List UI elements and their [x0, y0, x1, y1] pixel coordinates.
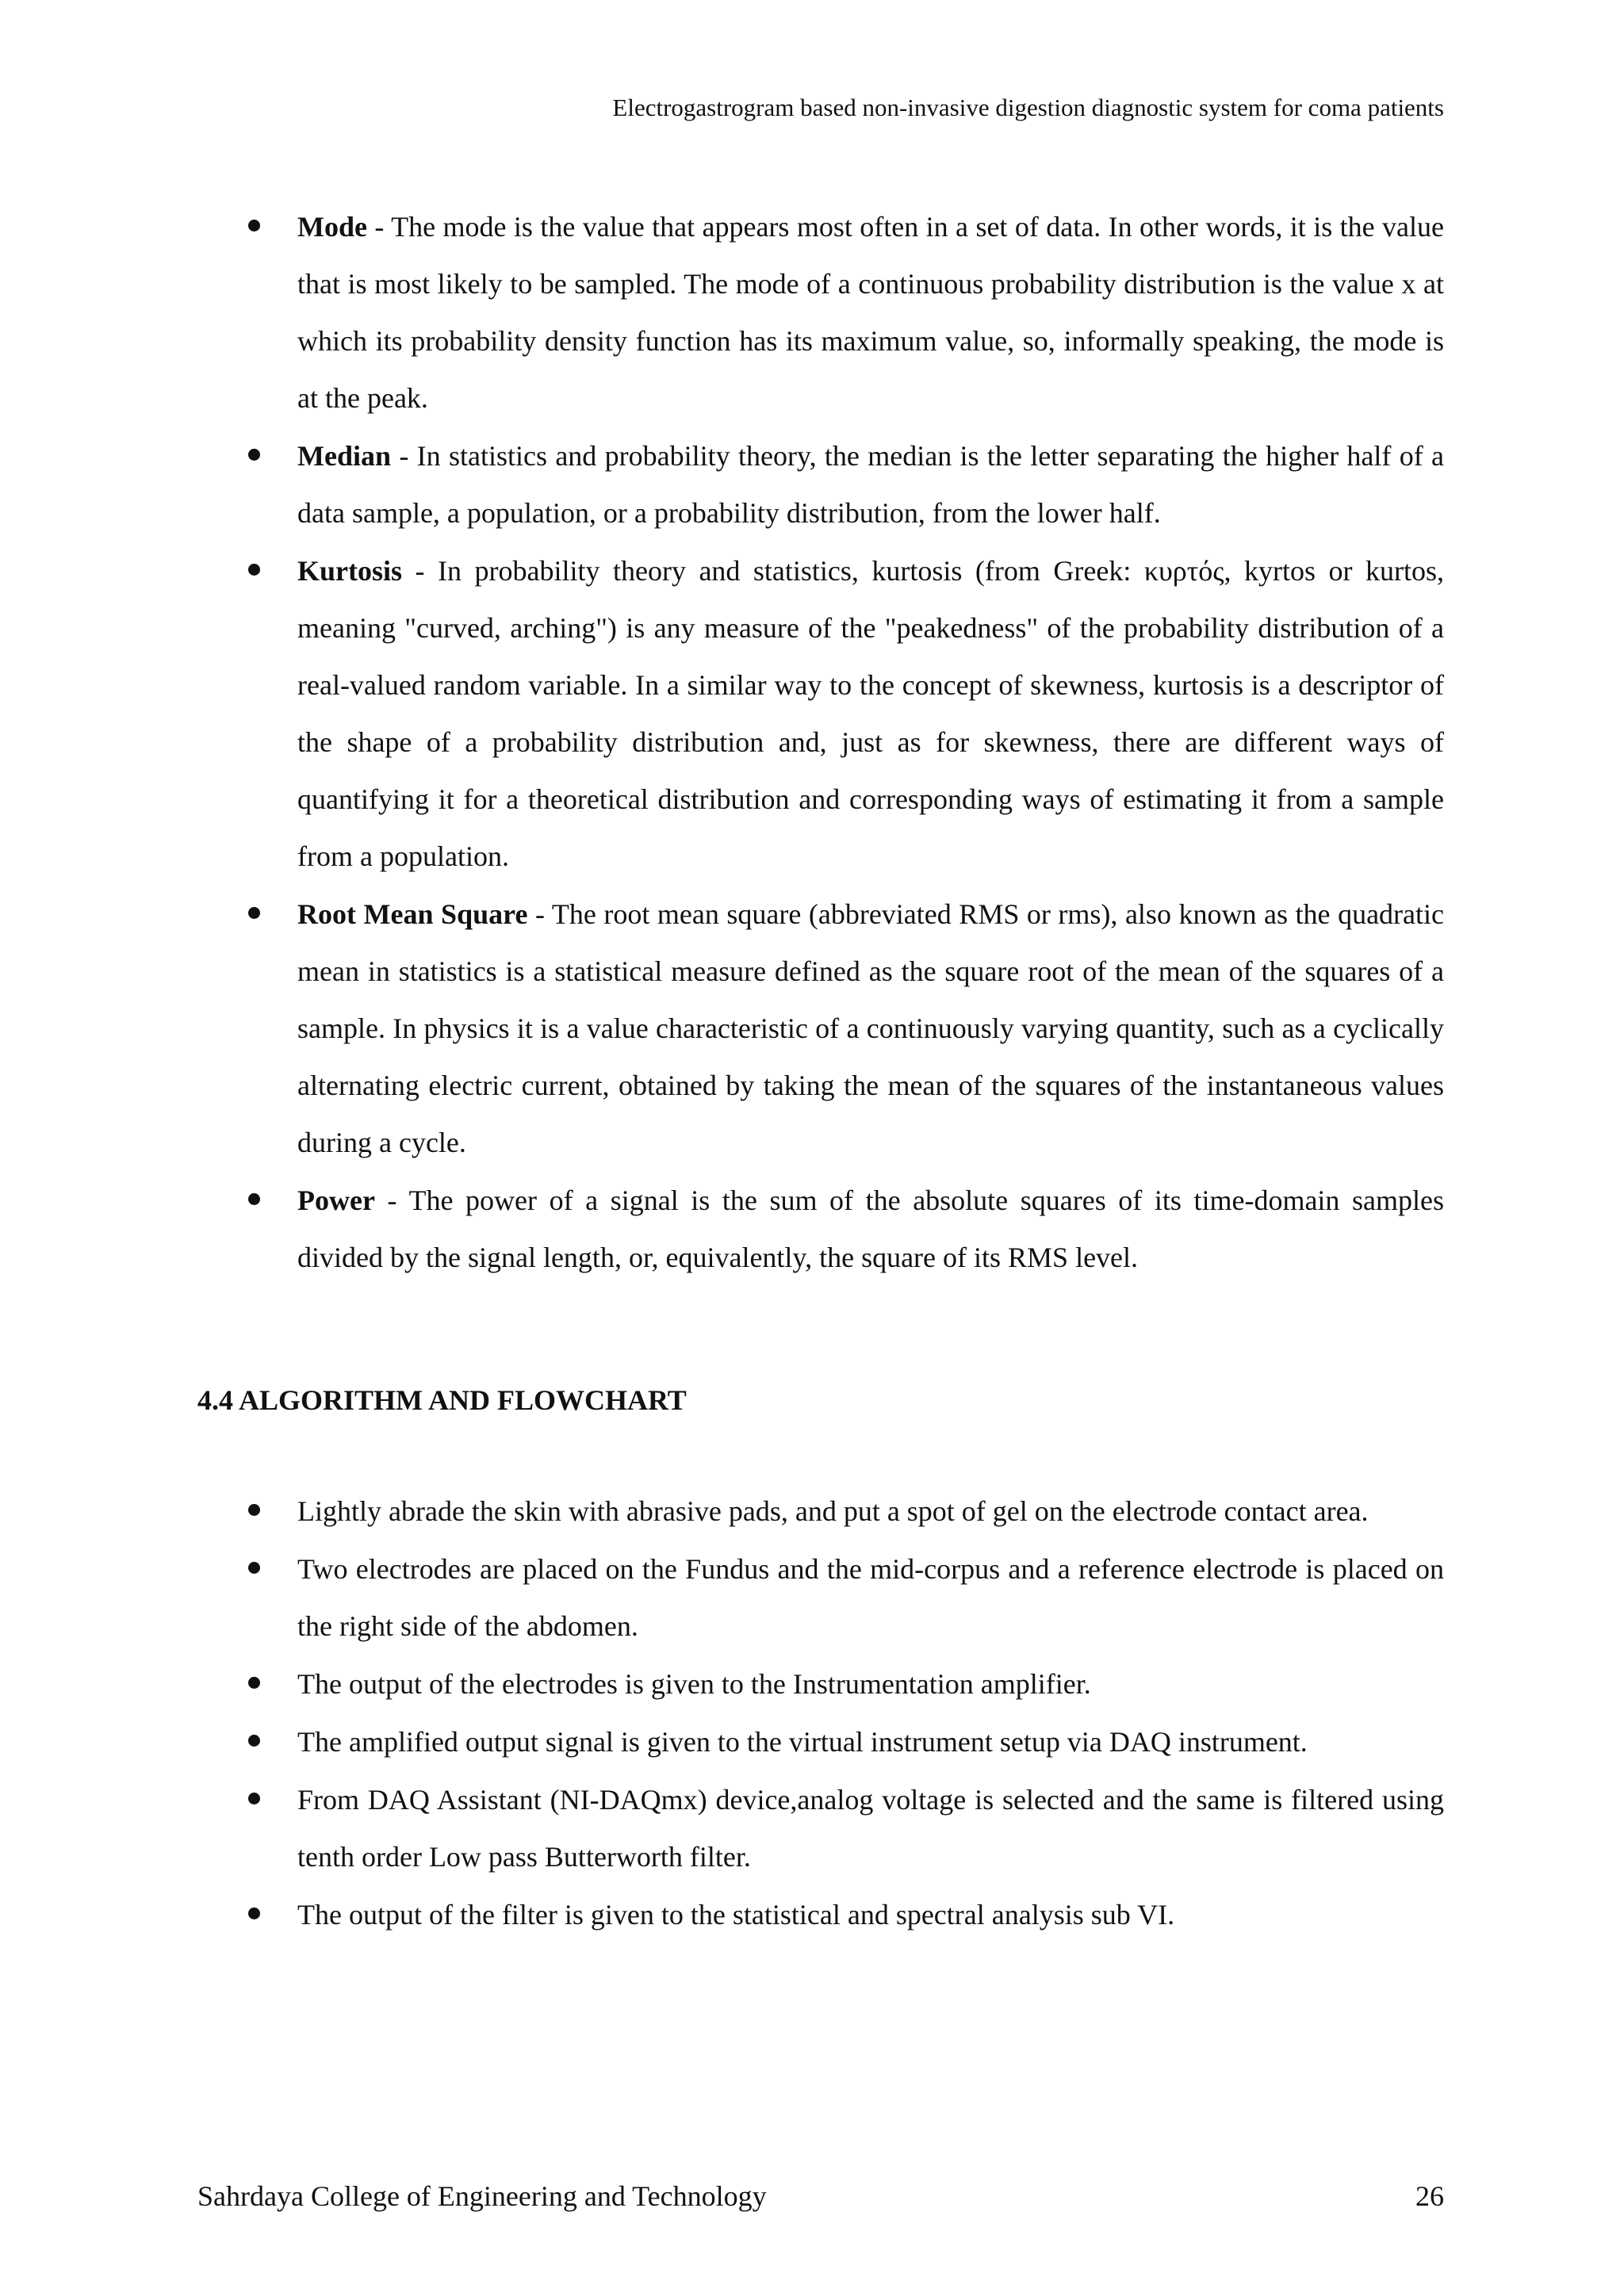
definition-term: Median: [297, 440, 392, 472]
bullet-icon: [248, 1562, 260, 1574]
step-text: The output of the electrodes is given to the Instrumentation amplifier.: [297, 1668, 1091, 1700]
bullet-icon: [248, 1908, 260, 1919]
running-footer: [197, 2179, 1444, 2214]
definition-text: - The mode is the value that appears most often in a set of data. In other words, it is the value that is most likely to be sampled. The mode of a continuous probability distribution is the value x at which its probability density function has its maximum value, so, informally speaking, the mode is at the peak.: [297, 211, 1444, 414]
algorithm-step: [0, 1886, 1624, 1943]
algorithm-step: [0, 1713, 1624, 1770]
definition-item-kurtosis: [0, 542, 1624, 885]
definition-term: Power: [297, 1184, 375, 1216]
step-text: Lightly abrade the skin with abrasive pads, and put a spot of gel on the electrode contact area.: [297, 1495, 1369, 1527]
definition-term: Kurtosis: [297, 555, 403, 587]
section-heading: 4.4 ALGORITHM AND FLOWCHART: [197, 1384, 687, 1416]
step-text: From DAQ Assistant (NI-DAQmx) device,analog voltage is selected and the same is filtered using tenth order Low pass Butterworth filter.: [297, 1784, 1444, 1873]
definition-text: - The power of a signal is the sum of the absolute squares of its time-domain samples divided by the signal length, or, equivalently, the square of its RMS level.: [297, 1184, 1444, 1273]
definition-term: Mode: [297, 211, 367, 243]
definition-item-root-mean-square: [0, 886, 1624, 1171]
step-text: The amplified output signal is given to the virtual instrument setup via DAQ instrument.: [297, 1726, 1308, 1758]
bullet-icon: [248, 1735, 260, 1747]
definition-text: - The root mean square (abbreviated RMS or rms), also known as the quadratic mean in statistics is a statistical measure defined as the square root of the mean of the squares of a sample. In physics it is a value characteristic of a continuously varying quantity, such as a cyclically alternating electric current, obtained by taking the mean of the squares of the instantaneous values during a cycle.: [297, 898, 1444, 1158]
running-header: Electrogastrogram based non-invasive digestion diagnostic system for coma patients: [612, 94, 1444, 121]
algorithm-step: [0, 1655, 1624, 1712]
step-text: The output of the filter is given to the statistical and spectral analysis sub VI.: [297, 1899, 1175, 1931]
footer-institution: Sahrdaya College of Engineering and Technology: [197, 2180, 767, 2212]
step-text: Two electrodes are placed on the Fundus and the mid-corpus and a reference electrode is placed on the right side of the abdomen.: [297, 1553, 1444, 1642]
bullet-icon: [248, 1504, 260, 1516]
bullet-icon: [248, 907, 260, 919]
bullet-icon: [248, 449, 260, 461]
algorithm-step: [0, 1540, 1624, 1655]
definition-item-mode: [0, 198, 1624, 427]
page-number: 26: [1415, 2180, 1444, 2212]
algorithm-step: [0, 1483, 1624, 1540]
definition-item-median: [0, 427, 1624, 541]
definition-item-power: [0, 1172, 1624, 1286]
definition-text: - In probability theory and statistics, kurtosis (from Greek: κυρτός, kyrtos or kurtos, meaning "curved, arching") is any measure of the "peakedness" of the probability distribution of a real-valued random variable. In a similar way to the concept of skewness, kurtosis is a descriptor of the shape of a probability distribution and, just as for skewness, there are different ways of quantifying it for a theoretical distribution and corresponding ways of estimating it from a sample from a population.: [297, 555, 1444, 872]
definitions-list: [0, 198, 1624, 1286]
definition-term: Root Mean Square: [297, 898, 528, 930]
bullet-icon: [248, 1193, 260, 1205]
algorithm-step: [0, 1771, 1624, 1885]
algorithm-steps-list: [0, 1483, 1624, 1943]
bullet-icon: [248, 220, 260, 232]
bullet-icon: [248, 1793, 260, 1804]
bullet-icon: [248, 564, 260, 576]
definition-text: - In statistics and probability theory, the median is the letter separating the higher half of a data sample, a population, or a probability distribution, from the lower half.: [297, 440, 1444, 529]
bullet-icon: [248, 1677, 260, 1689]
